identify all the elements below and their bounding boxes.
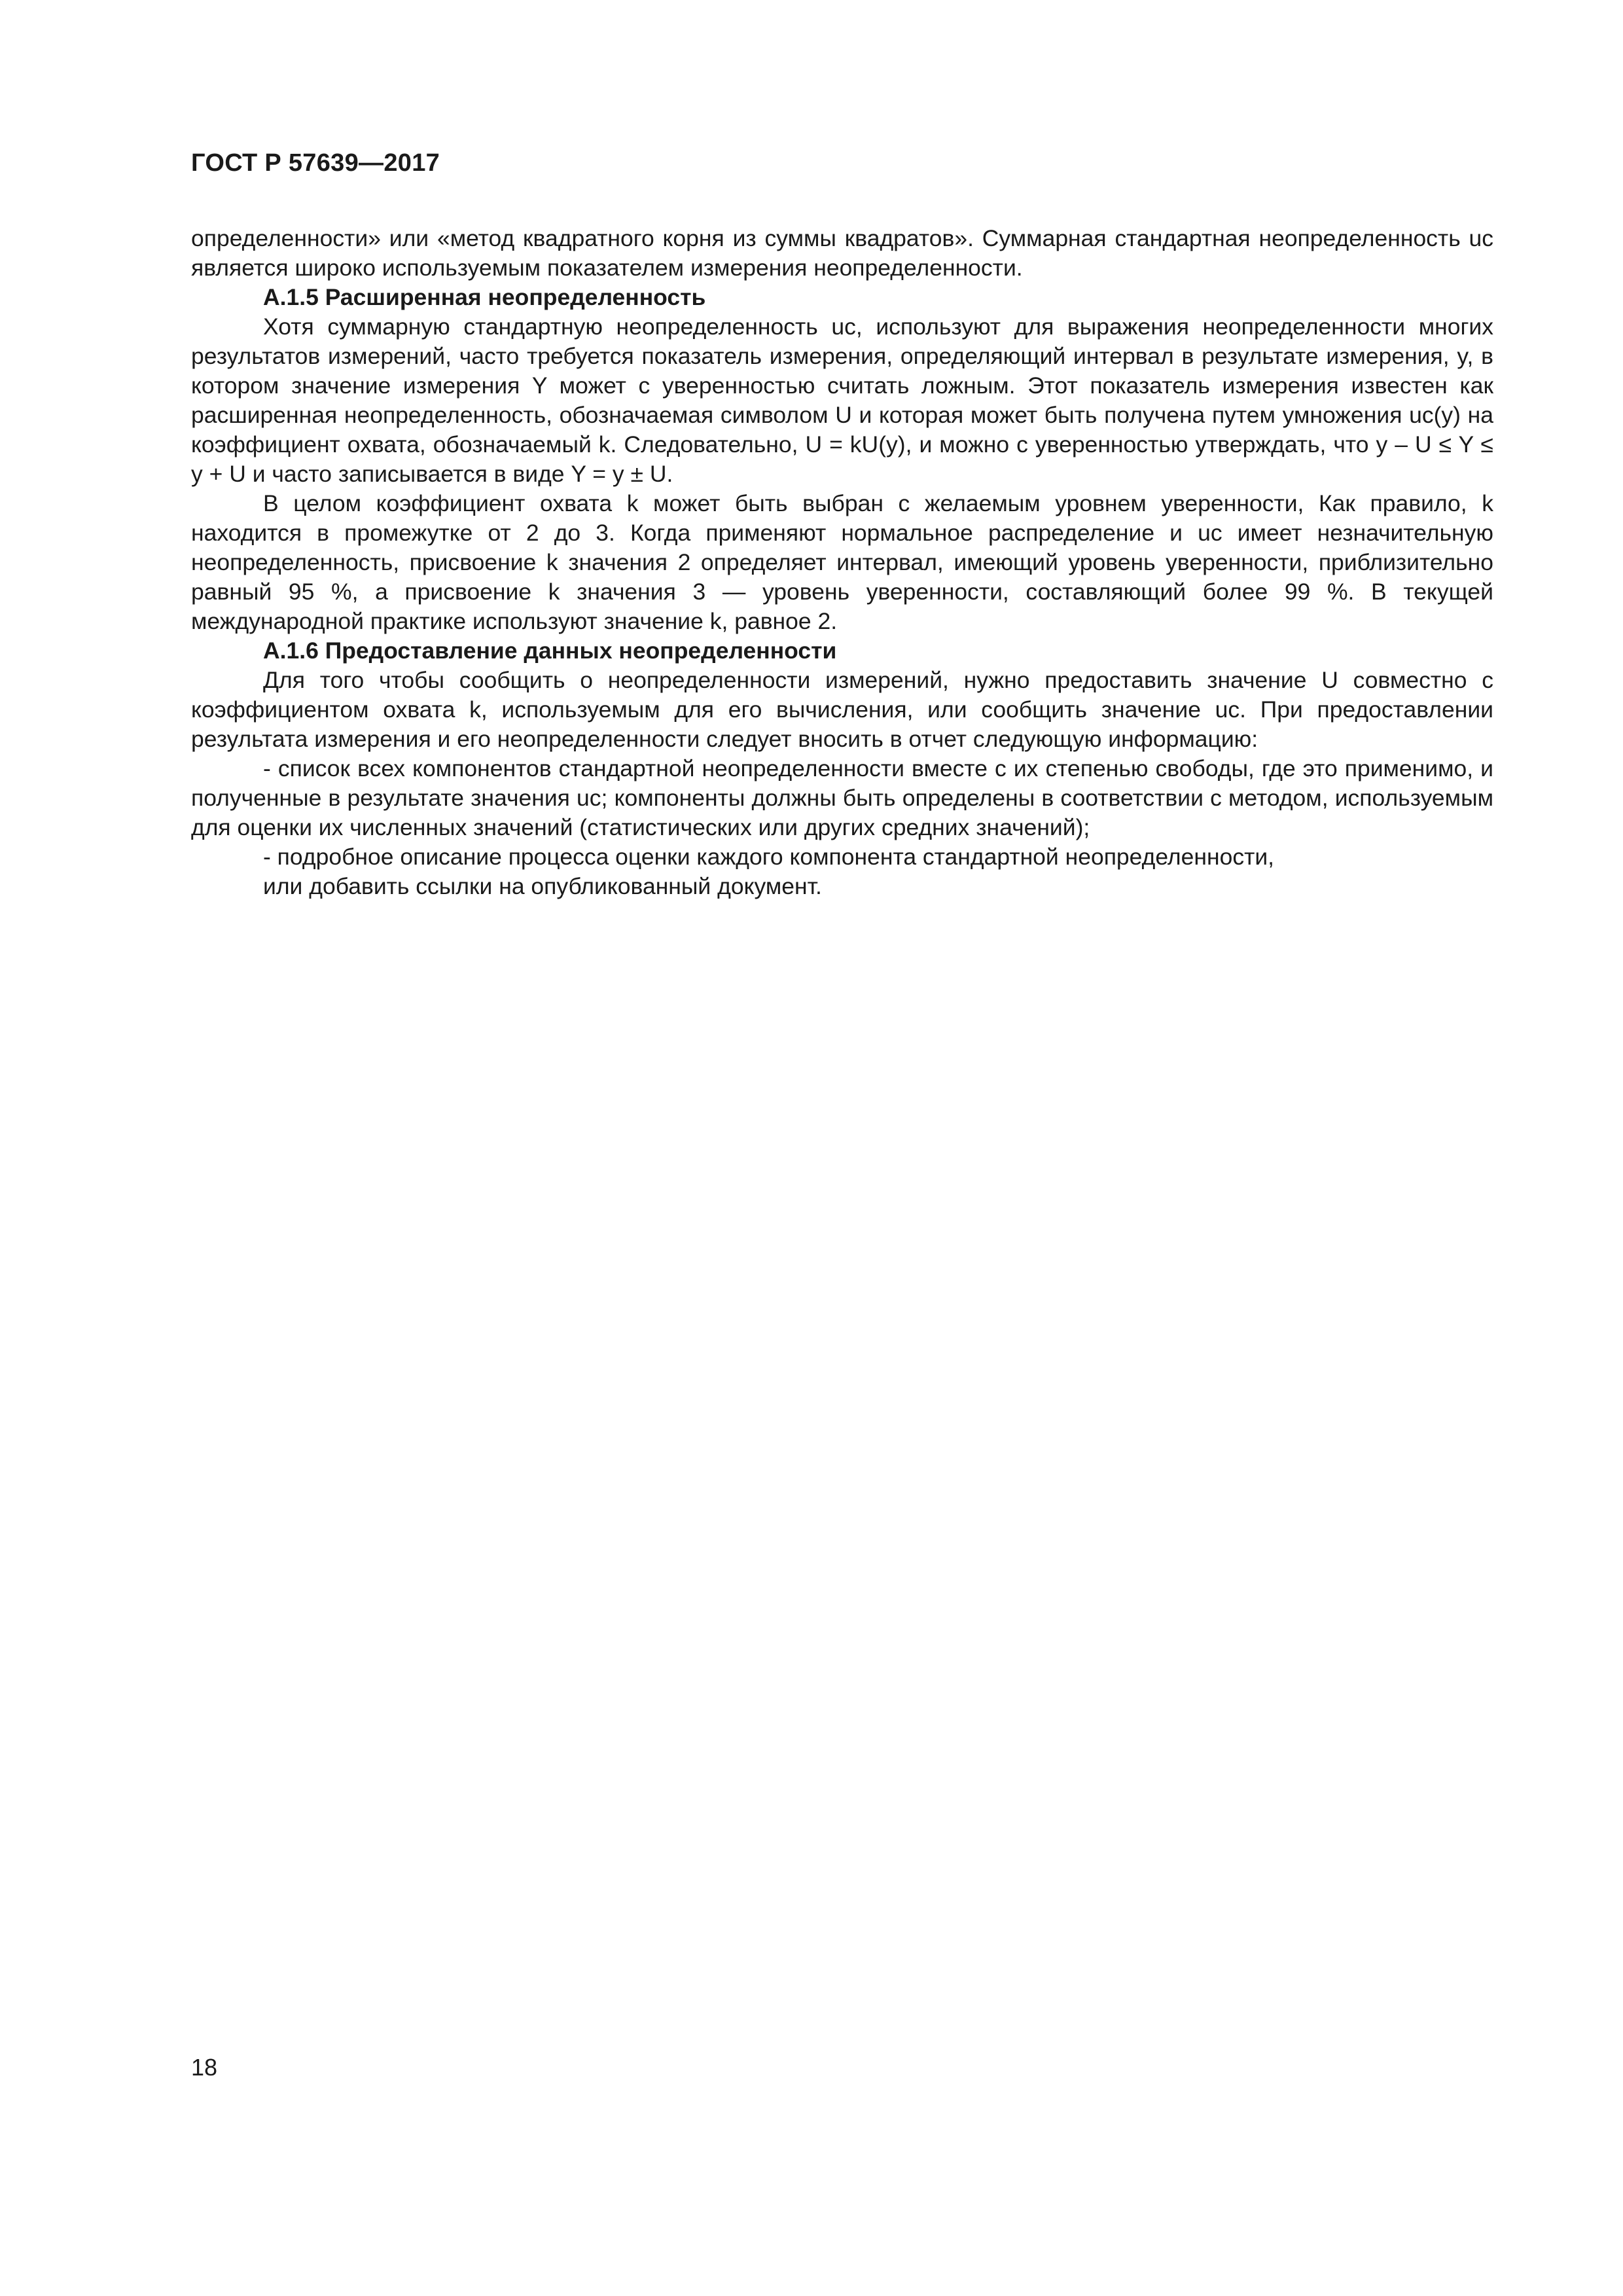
- paragraph-reporting: Для того чтобы сообщить о неопределенности измерений, нужно предоставить значение U совместно с коэффициентом охвата k, используемым для его вычисления, или сообщить значение uc. При предоставлении результата измерения и его неопределенности следует вносить в отчет следующую информацию:: [191, 667, 1493, 752]
- list-item-description: - подробное описание процесса оценки каждого компонента стандартной неопределенности,: [263, 844, 1275, 870]
- paragraph-coverage-factor: В целом коэффициент охвата k может быть выбран с желаемым уровнем уверенности, Как правило, k находится в промежутке от 2 до 3. Когда применяют нормальное распределение и uc имеет незначительную неопределенность, присвоение k значения 2 определяет интервал, имеющий уровень уверенности, приблизительно равный 95 %, а присвоение k значения 3 — уровень уверенности, составляющий более 99 %. В текущей международной практике используют значение k, равное 2.: [191, 490, 1493, 634]
- list-item-components: - список всех компонентов стандартной неопределенности вместе с их степенью свободы, где это применимо, и полученные в результате значения uc; компоненты должны быть определены в соответствии с методом, используемым для оценки их численных значений (статистических или других средних значений);: [191, 755, 1493, 840]
- page-number: 18: [191, 2054, 218, 2081]
- document-code: ГОСТ Р 57639—2017: [191, 149, 440, 177]
- paragraph-expanded-uncertainty: Хотя суммарную стандартную неопределенность uc, используют для выражения неопределенности многих результатов измерений, часто требуется показатель измерения, определяющий интервал в результате измерения, y, в котором значение измерения Y может с уверенностью считать ложным. Этот показатель измерения известен как расширенная неопределенность, обозначаемая символом U и которая может быть получена путем умножения uc(y) на коэффициент охвата, обозначаемый k. Следовательно, U = kU(y), и можно с уверенностью утверждать, что y – U ≤ Y ≤ y + U и часто записывается в виде Y = y ± U.: [191, 314, 1493, 487]
- section-heading-a16: А.1.6 Предоставление данных неопределенности: [263, 637, 837, 664]
- paragraph-references: или добавить ссылки на опубликованный документ.: [263, 873, 822, 899]
- document-body: [191, 224, 1493, 901]
- continuation-paragraph: определенности» или «метод квадратного корня из суммы квадратов». Суммарная стандартная неопределенность uc является широко используемым показателем измерения неопределенности.: [191, 225, 1493, 281]
- section-heading-a15: А.1.5 Расширенная неопределенность: [263, 284, 706, 310]
